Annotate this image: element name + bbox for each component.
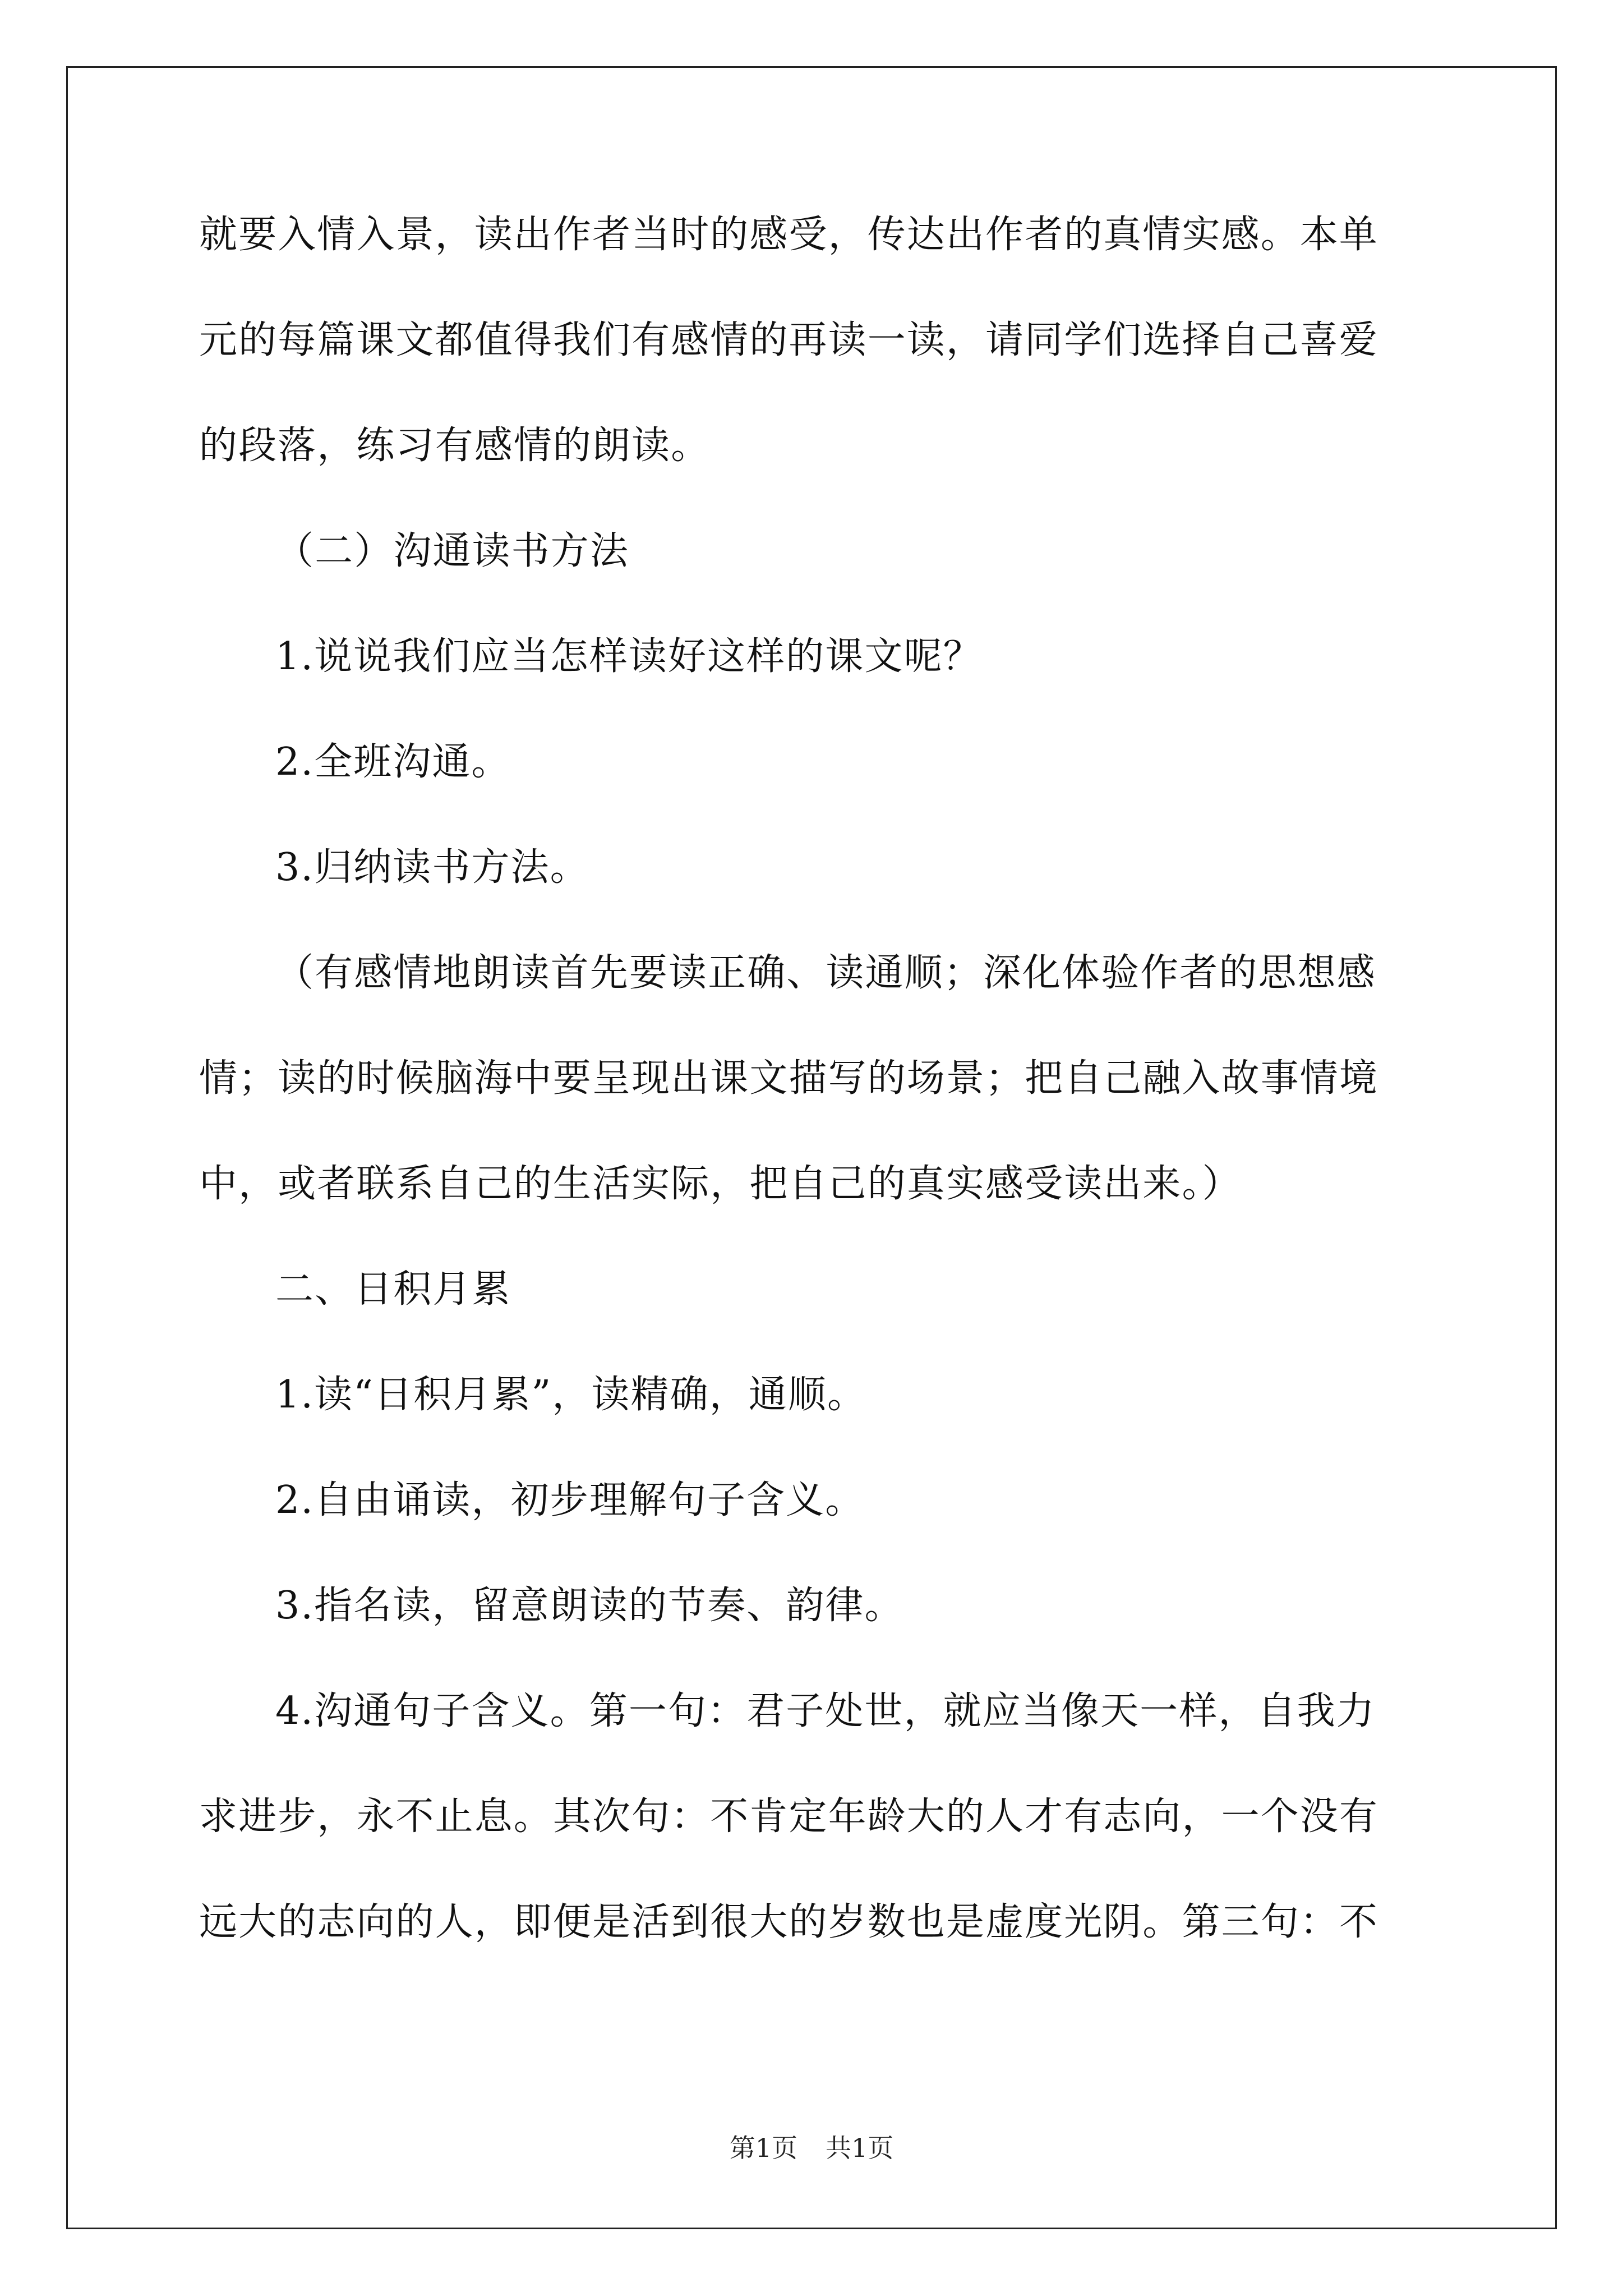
text-line: 就要入情入景，读出作者当时的感受，传达出作者的真情实感。本单 [199,213,1379,257]
paragraph [199,213,1424,468]
paragraph [199,1478,1424,1522]
text-line: 远大的志向的人，即便是活到很大的岁数也是虚度光阴。第三句：不 [199,1900,1379,1944]
text-line: 1.读“日积月累”，读精确，通顺。 [275,1373,867,1417]
paragraph [199,634,1424,679]
paragraph [199,951,1424,1206]
text-line: 求进步，永不止息。其次句：不肯定年龄大的人才有志向，一个没有 [199,1795,1379,1839]
paragraph [199,529,1424,573]
page-footer [0,2134,1623,2162]
text-line: 2.全班沟通。 [275,740,511,784]
page-total: 共1页 [826,2133,894,2163]
text-line: 元的每篇课文都值得我们有感情的再读一读，请同学们选择自己喜爱 [199,318,1379,362]
text-line: 二、日积月累 [275,1267,511,1312]
page-number: 第1页 [729,2133,797,2163]
text-line: 4.沟通句子含义。第一句：君子处世，就应当像天一样，自我力 [275,1689,1376,1733]
paragraph [199,1584,1424,1628]
paragraph [199,1689,1424,1944]
paragraph [199,1267,1424,1312]
paragraph [199,1373,1424,1417]
text-line: （有感情地朗读首先要读正确、读通顺；深化体验作者的思想感 [275,951,1376,995]
document-body [199,213,1424,2009]
text-line: 3.归纳读书方法。 [275,845,589,890]
text-line: 2.自由诵读，初步理解句子含义。 [275,1478,865,1522]
paragraph [199,740,1424,784]
text-line: 3.指名读，留意朗读的节奏、韵律。 [275,1584,904,1628]
text-line: 的段落，练习有感情的朗读。 [199,424,711,468]
text-line: 中，或者联系自己的生活实际，把自己的真实感受读出来。） [199,1162,1242,1206]
text-line: 1.说说我们应当怎样读好这样的课文呢？ [275,634,983,679]
text-line: （二）沟通读书方法 [275,529,629,573]
text-line: 情；读的时候脑海中要呈现出课文描写的场景；把自己融入故事情境 [199,1056,1379,1101]
paragraph [199,845,1424,890]
